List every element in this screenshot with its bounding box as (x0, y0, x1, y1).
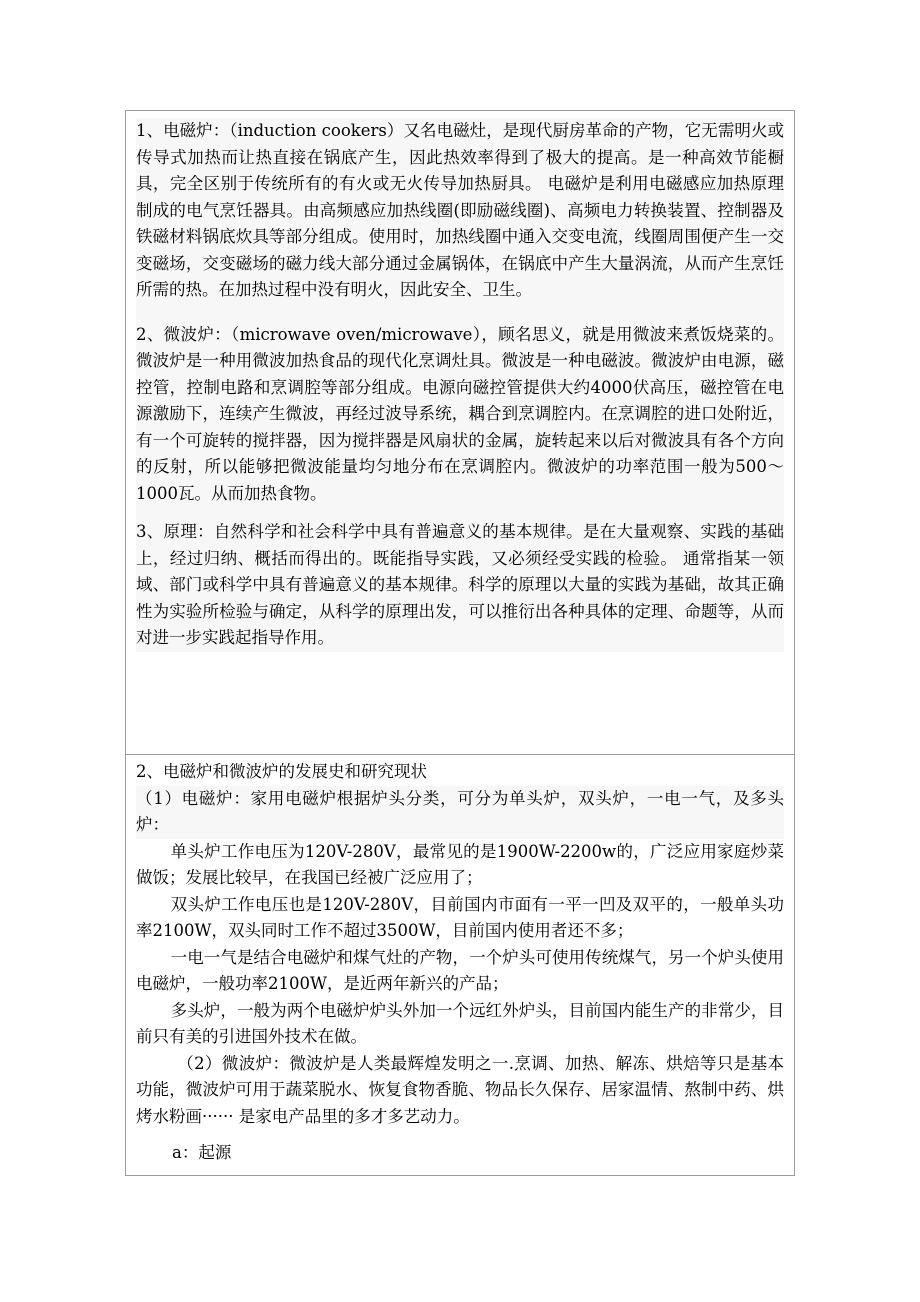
induction-intro: （1）电磁炉：家用电磁炉根据炉头分类，可分为单头炉，双头炉，一电一气，及多头炉： (136, 786, 784, 839)
hybrid-burner-paragraph: 一电一气是结合电磁炉和煤气灶的产物，一个炉头可使用传统煤气，另一个炉头使用电磁炉，一般功率2100W，是近两年新兴的产品； (136, 947, 784, 993)
origin-heading: a：起源 (172, 1143, 232, 1162)
document-table (125, 110, 795, 1176)
definitions-cell (136, 118, 784, 652)
principle-definition: 3、原理：自然科学和社会科学中具有普遍意义的基本规律。是在大量观察、实践的基础上，经过归纳、概括而得出的。既能指导实践，又必须经受实践的检验。 通常指某一领域、部门或科学中具有普遍意义的基本规律。科学的原理以大量的实践为基础，故其正确性为实验所检验与确定，从科学的原理出发，可以推衍出各种具体的定理、命题等，从而对进一步实践起指导作用。 (136, 522, 784, 647)
history-cell (136, 759, 784, 1167)
single-burner-paragraph: 单头炉工作电压为120V-280V，最常见的是1900W-2200w的，广泛应用家庭炒菜做饭；发展比较早，在我国已经被广泛应用了； (136, 841, 784, 887)
induction-cooker-definition: 1、电磁炉：（induction cookers）又名电磁灶，是现代厨房革命的产物，它无需明火或传导式加热而让热直接在锅底产生，因此热效率得到了极大的提高。是一种高效节能橱具，完全区别于传统所有的有火或无火传导加热厨具。 电磁炉是利用电磁感应加热原理制成的电气烹饪器具。由高频感应加热线圈(即励磁线圈)、高频电力转换装置、控制器及铁磁材料锅底炊具等部分组成。使用时，加热线圈中通入交变电流，线圈周围便产生一交变磁场，交变磁场的磁力线大部分通过金属锅体，在锅底中产生大量涡流，从而产生烹饪所需的热。在加热过程中没有明火，因此安全、卫生。 (136, 121, 784, 299)
multi-burner-paragraph: 多头炉，一般为两个电磁炉炉头外加一个远红外炉头，目前国内能生产的非常少，目前只有美的引进国外技术在做。 (136, 1000, 784, 1046)
microwave-oven-definition: 2、微波炉：（microwave oven/microwave），顾名思义，就是用微波来煮饭烧菜的。微波炉是一种用微波加热食品的现代化烹调灶具。微波是一种电磁波。微波炉由电源，磁控管，控制电路和烹调腔等部分组成。电源向磁控管提供大约4000伏高压，磁控管在电源激励下，连续产生微波，再经过波导系统，耦合到烹调腔内。在烹调腔的进口处附近，有一个可旋转的搅拌器，因为搅拌器是风扇状的金属，旋转起来以后对微波具有各个方向的反射，所以能够把微波能量均匀地分布在烹调腔内。微波炉的功率范围一般为500～1000瓦。从而加热食物。 (136, 324, 784, 503)
section-heading: 2、电磁炉和微波炉的发展史和研究现状 (136, 762, 427, 781)
double-burner-paragraph: 双头炉工作电压也是120V-280V，目前国内市面有一平一凹及双平的，一般单头功率2100W，双头同时工作不超过3500W，目前国内使用者还不多； (136, 894, 784, 940)
microwave-paragraph: （2）微波炉：微波炉是人类最辉煌发明之一.烹调、加热、解冻、烘焙等只是基本功能，微波炉可用于蔬菜脱水、恢复食物香脆、物品长久保存、居家温情、熬制中药、烘烤水粉画······ 是家电产品里的多才多艺动力。 (136, 1053, 784, 1126)
row-divider (126, 754, 794, 755)
